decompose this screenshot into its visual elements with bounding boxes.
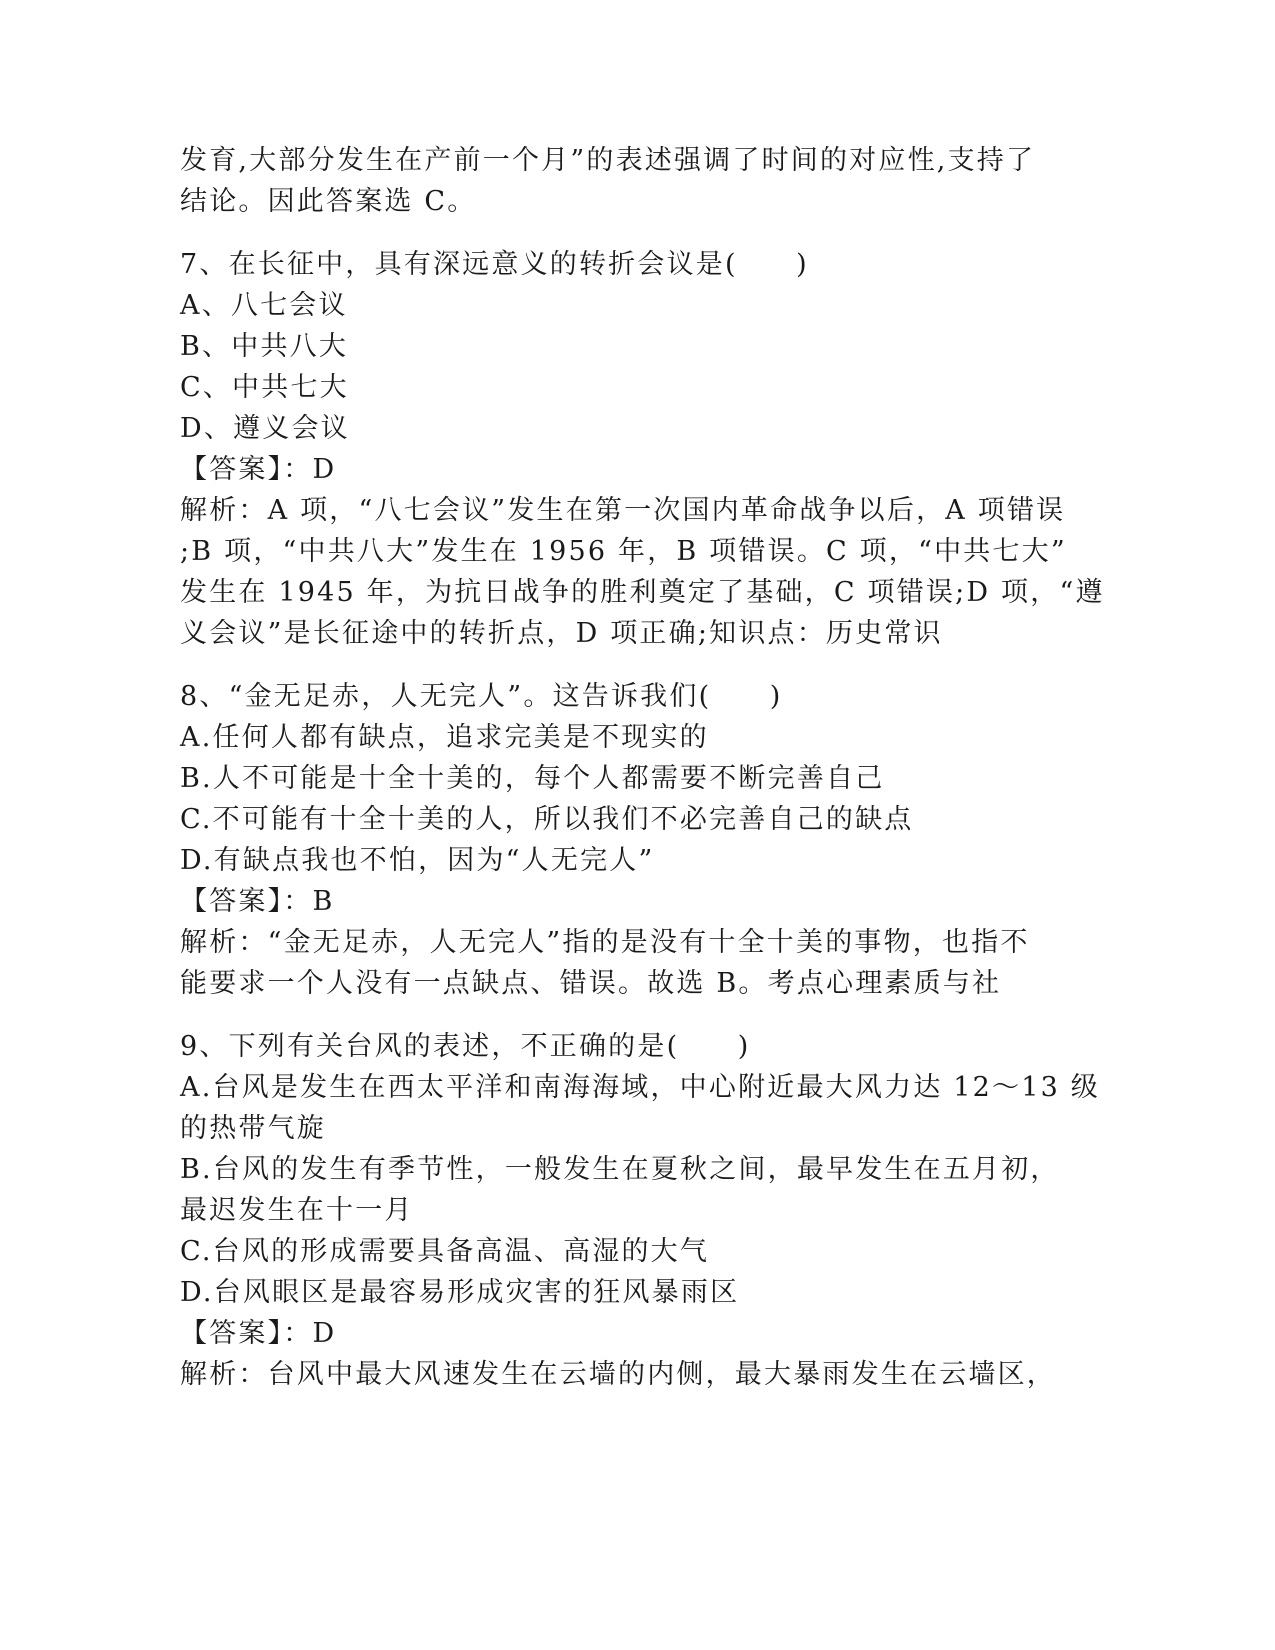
question-text: 8、“金无足赤，人无完人”。这告诉我们( ) <box>180 681 783 712</box>
answer-line: 【答案】：D <box>180 454 337 485</box>
text-line: 结论。因此答案选 C。 <box>180 186 477 217</box>
option-d: D.有缺点我也不怕，因为“人无完人” <box>180 845 655 876</box>
option-c: C、中共七大 <box>180 372 349 403</box>
analysis-line: 义会议”是长征途中的转折点，D 项正确;知识点：历史常识 <box>180 618 943 649</box>
option-c: C.台风的形成需要具备高温、高湿的大气 <box>180 1236 710 1267</box>
option-c: C.不可能有十全十美的人，所以我们不必完善自己的缺点 <box>180 804 914 835</box>
option-d: D、遵义会议 <box>180 413 350 444</box>
option-b: B、中共八大 <box>180 331 349 362</box>
analysis-line: 能要求一个人没有一点缺点、错误。故选 B。考点心理素质与社 <box>180 968 1002 999</box>
analysis-line: 解析：A 项，“八七会议”发生在第一次国内革命战争以后，A 项错误 <box>180 495 1066 526</box>
option-a: A.台风是发生在西太平洋和南海海域，中心附近最大风力达 12～13 级 <box>180 1072 1100 1103</box>
continuation-block <box>180 140 1040 222</box>
option-b: B.台风的发生有季节性，一般发生在夏秋之间，最早发生在五月初， <box>180 1154 1060 1185</box>
text-line: 发育,大部分发生在产前一个月”的表述强调了时间的对应性,支持了 <box>180 145 1036 176</box>
question-9 <box>180 1026 1100 1395</box>
question-text: 9、下列有关台风的表述，不正确的是( ) <box>180 1031 751 1062</box>
answer-line: 【答案】：D <box>180 1318 337 1349</box>
option-d: D.台风眼区是最容易形成灾害的狂风暴雨区 <box>180 1277 740 1308</box>
question-8 <box>180 676 1040 1004</box>
option-b: B.人不可能是十全十美的，每个人都需要不断完善自己 <box>180 763 885 794</box>
question-text: 7、在长征中，具有深远意义的转折会议是( ) <box>180 249 809 280</box>
option-a-continued: 的热带气旋 <box>180 1113 326 1144</box>
option-a: A、八七会议 <box>180 290 348 321</box>
analysis-line: 解析：“金无足赤，人无完人”指的是没有十全十美的事物，也指不 <box>180 927 1030 958</box>
analysis-line: 解析：台风中最大风速发生在云墙的内侧，最大暴雨发生在云墙区， <box>180 1359 1056 1390</box>
answer-line: 【答案】：B <box>180 886 335 917</box>
question-7 <box>180 244 1105 654</box>
analysis-line: ;B 项，“中共八大”发生在 1956 年，B 项错误。C 项，“中共七大” <box>180 536 1067 567</box>
document-page <box>180 140 1105 1395</box>
analysis-line: 发生在 1945 年，为抗日战争的胜利奠定了基础，C 项错误;D 项，“遵 <box>180 577 1105 608</box>
option-b-continued: 最迟发生在十一月 <box>180 1195 414 1226</box>
option-a: A.任何人都有缺点，追求完美是不现实的 <box>180 722 709 753</box>
